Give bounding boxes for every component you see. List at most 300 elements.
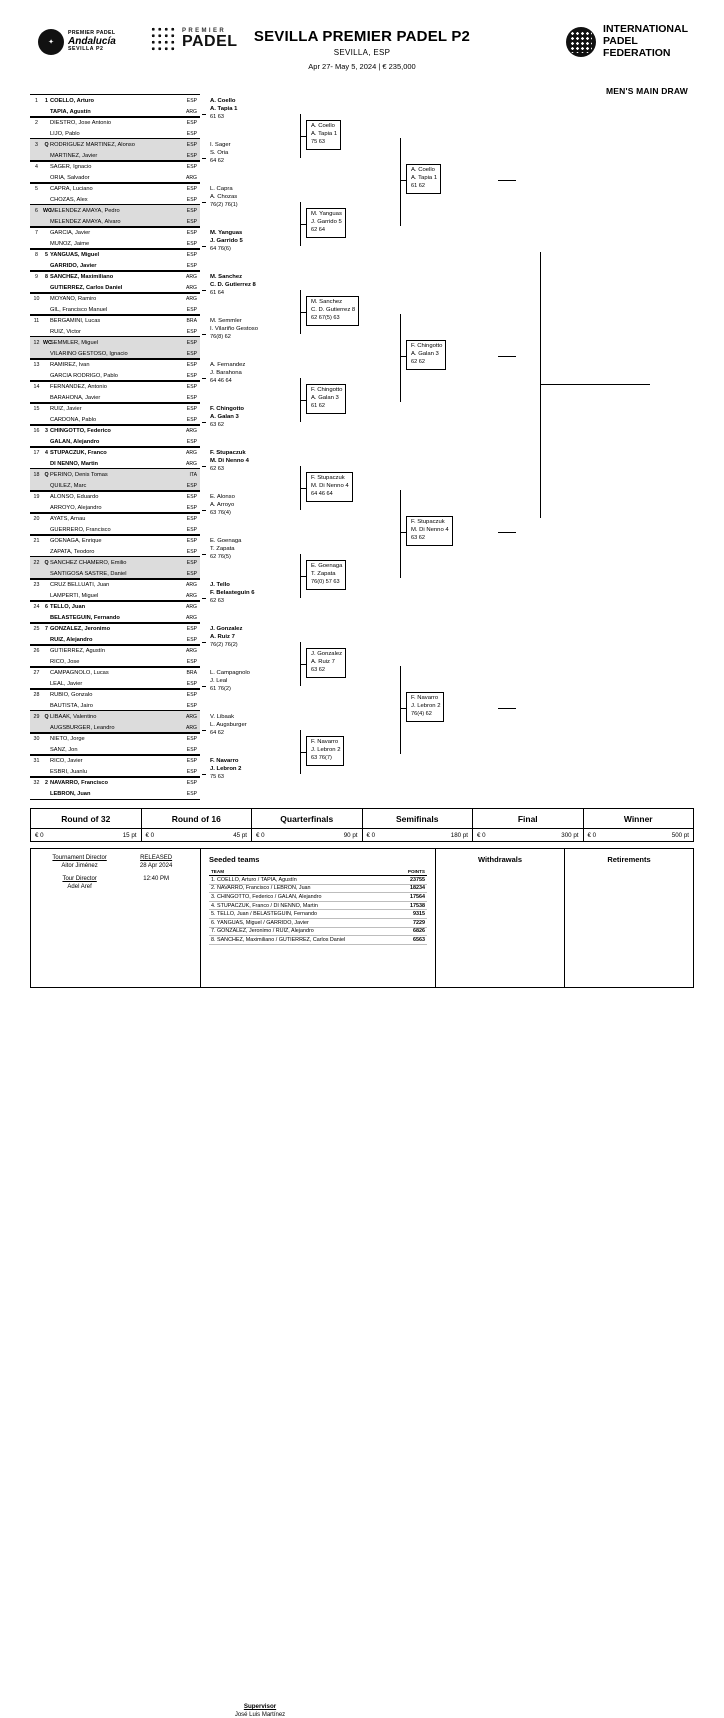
entry-seed: WC (43, 207, 52, 214)
match-player-1: A. Coello (411, 167, 435, 173)
round-prize: € 0 (587, 831, 597, 839)
entry-player-1: BERGAMINI, Lucas (50, 317, 101, 324)
draw-entry (30, 600, 200, 624)
entry-player-2: ESBRI, Juanlu (50, 768, 87, 775)
entry-player-1: DIESTRO, Jose Antonio (50, 119, 112, 126)
draw-entry (30, 578, 200, 602)
entry-country-1: ESP (186, 141, 197, 148)
entry-player-1: GUTIERREZ, Agustín (50, 647, 105, 654)
entry-player-2: BAUTISTA, Jairo (50, 702, 93, 709)
premier-padel-line1: PREMIER (182, 28, 227, 34)
draw-entry (30, 270, 200, 294)
draw-entry (30, 732, 200, 756)
match-score: 76(2) 76(2) (210, 642, 238, 649)
r16-match (206, 362, 245, 386)
entry-country-1: BRA (186, 669, 197, 676)
r16-match (206, 274, 256, 298)
entry-number: 9 (35, 273, 38, 280)
premier-padel-line2: PADEL (182, 33, 238, 50)
entry-player-2: TAPIA, Agustín (50, 108, 91, 115)
entry-player-2: CARDONA, Pablo (50, 416, 97, 423)
entry-country-2: ESP (186, 306, 197, 313)
match-player-2: J. Lebron 2 (210, 765, 242, 772)
match-player-2: I. Vilariño Gestoso (210, 325, 259, 332)
seeded-team: 5. TELLO, Juan / BELASTEGUIN, Fernando (209, 910, 398, 919)
bracket-connector (202, 290, 206, 291)
entry-number: 16 (33, 427, 40, 434)
entry-player-2: RICO, Jose (50, 658, 80, 665)
draw-entry (30, 402, 200, 426)
entry-player-1: NIETO, Jorge (50, 735, 85, 742)
draw-entry (30, 292, 200, 316)
entry-player-2: LEAL, Javier (50, 680, 83, 687)
withdrawals-block (436, 849, 565, 987)
bracket-connector (400, 532, 406, 533)
match-player-2: T. Zapata (210, 545, 235, 552)
match-score: 76(0) 57 63 (311, 579, 340, 586)
entry-country-1: ARG (185, 427, 197, 434)
table-row (209, 884, 427, 893)
andalucia-logo-line1: PREMIER PADEL (68, 29, 116, 36)
entry-country-1: ESP (186, 383, 197, 390)
seeded-teams-title: Seeded teams (209, 855, 260, 864)
r16-match (206, 98, 237, 122)
round-cell (584, 809, 694, 841)
r16-match (206, 538, 241, 562)
draw-label: MEN'S MAIN DRAW (606, 86, 688, 96)
entry-player-2: LIJO, Pablo (50, 130, 80, 137)
entry-country-1: ESP (186, 537, 197, 544)
entry-player-1: YANGUAS, Miguel (50, 251, 100, 258)
entry-country-1: ARG (185, 273, 197, 280)
entry-country-2: ESP (186, 746, 197, 753)
r16-match (206, 758, 241, 782)
page-title: SEVILLA PREMIER PADEL P2 (253, 28, 471, 45)
entry-country-1: ESP (186, 559, 197, 566)
match-score: 62 62 (411, 359, 425, 366)
bracket-connector (202, 510, 206, 511)
match-player-1: F. Chingotto (210, 406, 245, 412)
seeded-header-points: POINTS (398, 868, 427, 876)
match-player-2: A. Galan 3 (210, 413, 239, 420)
header (0, 0, 724, 78)
match-score: 61 64 (210, 290, 224, 297)
entry-player-2: SANZ, Jon (50, 746, 78, 753)
bracket-connector (400, 314, 401, 402)
entry-player-2: QUILEZ, Marc (50, 482, 87, 489)
match-player-1: I. Sager (210, 142, 231, 148)
round-name: Round of 16 (171, 813, 221, 824)
match-score: 62 76(5) (210, 554, 231, 561)
entry-country-1: ESP (186, 493, 197, 500)
supervisor-label: Supervisor (243, 1703, 277, 1710)
draw-entry (30, 182, 200, 206)
table-row (209, 936, 427, 945)
match-player-2: C. D. Gutierrez 8 (210, 281, 256, 288)
ipf-line2: PADEL (603, 34, 638, 47)
round-name: Round of 32 (61, 813, 111, 824)
footer (30, 848, 694, 1718)
match-score: 63 62 (311, 667, 325, 674)
tournament-director-label: Tournament Director (52, 855, 107, 861)
entry-player-1: GARCIA, Javier (50, 229, 91, 236)
match-player-2: J. Lebron 2 (411, 702, 441, 709)
entry-number: 4 (35, 163, 38, 170)
match-score: 75 63 (311, 139, 325, 146)
match-player-2: T. Zapata (311, 570, 336, 577)
entry-player-1: RUIZ, Javier (50, 405, 82, 412)
bracket-connector (202, 466, 206, 467)
entry-country-2: ESP (186, 416, 197, 423)
ipf-line3: FEDERATION (603, 46, 671, 59)
ipf-line1: INTERNATIONAL (603, 23, 688, 35)
round-prize: € 0 (145, 831, 155, 839)
entry-country-1: ESP (186, 757, 197, 764)
sf-match (406, 164, 441, 194)
entry-seed: 7 (45, 625, 48, 632)
entry-number: 29 (33, 713, 40, 720)
entry-seed: Q (44, 471, 49, 478)
seeded-team: 2. NAVARRO, Francisco / LEBRON, Juan (209, 884, 398, 893)
seeded-points: 17564 (398, 893, 427, 902)
entry-number: 18 (33, 471, 40, 478)
rounds-bar (30, 808, 694, 842)
qf-match (306, 384, 346, 414)
bracket-connector (400, 708, 406, 709)
andalucia-logo-line2: Andalucía (68, 35, 116, 47)
match-score: 63 62 (210, 422, 224, 429)
bracket-connector (202, 422, 206, 423)
match-player-1: F. Stupaczuk (411, 519, 445, 525)
bracket-connector (202, 114, 206, 115)
match-player-1: M. Yanguas (210, 230, 243, 236)
entry-country-1: ESP (186, 339, 197, 346)
entry-player-1: FERNANDEZ, Antonio (50, 383, 107, 390)
entry-country-1: ESP (186, 735, 197, 742)
match-player-1: F. Navarro (210, 758, 239, 764)
entry-country-2: ESP (186, 504, 197, 511)
round-prize: € 0 (256, 831, 265, 839)
entry-player-1: RAMIREZ, Ivan (50, 361, 90, 368)
round-name: Winner (623, 813, 653, 824)
round-prize: € 0 (477, 831, 486, 839)
entry-player-2: BELASTEGUIN, Fernando (50, 614, 120, 621)
entry-number: 26 (33, 647, 40, 654)
entry-number: 28 (33, 691, 40, 698)
match-player-1: M. Sanchez (311, 299, 343, 305)
round-points: 300 pt (561, 831, 579, 839)
seeded-teams-table (209, 868, 427, 945)
match-player-1: L. Campagnolo (210, 670, 250, 676)
match-score: 64 62 (210, 730, 224, 737)
draw-entry (30, 446, 200, 470)
entry-country-2: ESP (186, 262, 197, 269)
entry-country-2: ARG (185, 614, 197, 621)
match-player-1: F. Chingotto (311, 387, 343, 393)
bracket-connector (202, 642, 206, 643)
entry-number: 32 (33, 779, 40, 786)
match-player-2: J. Garrido 5 (210, 237, 243, 244)
round-cell (252, 809, 363, 841)
entry-country-2: ESP (186, 768, 197, 775)
table-row (209, 876, 427, 885)
premier-padel-logo (150, 26, 238, 52)
entry-country-2: ESP (186, 526, 197, 533)
round-cell (31, 809, 142, 841)
match-player-1: A. Coello (210, 98, 236, 104)
entry-country-2: ESP (186, 658, 197, 665)
bracket-connector (400, 138, 401, 226)
seeded-team: 6. YANGUAS, Miguel / GARRIDO, Javier (209, 918, 398, 927)
match-player-2: A. Galan 3 (311, 394, 339, 401)
entry-country-1: BRA (186, 317, 197, 324)
tour-director-label: Tour Director (62, 876, 97, 882)
retirements-title: Retirements (607, 855, 651, 864)
draw-entry (30, 666, 200, 690)
draw-entry (30, 534, 200, 558)
match-score: 76(8) 62 (210, 334, 231, 341)
released-label: RELEASED (140, 855, 173, 861)
entry-player-2: LEBRON, Juan (50, 790, 91, 797)
bracket-connector (300, 224, 306, 225)
entry-country-1: ESP (186, 625, 197, 632)
bracket-connector (300, 576, 306, 577)
entry-player-1: RODRIGUEZ MARTINEZ, Alonso (50, 141, 135, 148)
draw-entry (30, 644, 200, 668)
entry-number: 24 (33, 603, 40, 610)
entry-player-2: GARRIDO, Javier (50, 262, 97, 269)
match-player-2: J. Lebron 2 (311, 746, 341, 753)
entry-player-1: SAGER, Ignacio (50, 163, 92, 170)
entry-country-2: ESP (186, 702, 197, 709)
entry-country-2: ESP (186, 372, 197, 379)
entry-country-2: ARG (185, 284, 197, 291)
entry-player-2: ARROYO, Alejandro (50, 504, 102, 511)
match-score: 62 63 (210, 466, 224, 473)
match-score: 64 76(6) (210, 246, 231, 253)
match-player-1: F. Navarro (311, 739, 339, 745)
seeded-team: 8. SANCHEZ, Maximiliano / GUTIERREZ, Carlos Daniel (209, 936, 398, 945)
match-player-1: F. Stupaczuk (311, 475, 345, 481)
entry-number: 17 (33, 449, 40, 456)
entry-seed: 8 (45, 273, 48, 280)
withdrawals-title: Withdrawals (477, 855, 523, 864)
entry-country-2: ESP (186, 196, 197, 203)
tournament-location: SEVILLA, ESP (333, 48, 391, 57)
match-player-1: M. Semmler (210, 318, 242, 324)
bracket-connector (202, 246, 206, 247)
entry-country-1: ARG (185, 581, 197, 588)
entry-country-2: ARG (185, 174, 197, 181)
draw-entry (30, 424, 200, 448)
r16-match (206, 318, 258, 342)
match-player-1: E. Goenaga (311, 563, 343, 569)
entry-number: 3 (35, 141, 38, 148)
r16-match (206, 450, 249, 474)
qf-match (306, 208, 346, 238)
entry-seed: WC (43, 339, 52, 346)
match-score: 63 62 (411, 535, 425, 542)
entry-player-2: RUIZ, Alejandro (50, 636, 93, 643)
round-cell (473, 809, 584, 841)
match-player-1: M. Yanguas (311, 211, 342, 217)
seeded-points: 23755 (398, 876, 427, 885)
entry-player-1: COELLO, Arturo (50, 97, 95, 104)
entry-number: 19 (33, 493, 40, 500)
entry-player-1: RUBIO, Gonzalo (50, 691, 93, 698)
draw-entry (30, 204, 200, 228)
bracket-connector (300, 752, 306, 753)
entry-player-1: CAPRA, Luciano (50, 185, 93, 192)
entry-player-2: GALAN, Alejandro (50, 438, 100, 445)
entry-country-2: ARG (185, 108, 197, 115)
released-date-value: 28 Apr 2024 (139, 863, 173, 869)
match-score: 64 46 64 (210, 378, 232, 385)
bracket-connector (202, 598, 206, 599)
match-player-2: M. Di Nenno 4 (210, 457, 249, 464)
bracket-connector (202, 774, 206, 775)
entry-player-1: STUPACZUK, Franco (50, 449, 107, 456)
draw-entry (30, 556, 200, 580)
entry-player-2: SANTIGOSA SASTRE, Daniel (50, 570, 127, 577)
seeded-team: 7. GONZALEZ, Jeronimo / RUIZ, Alejandro (209, 927, 398, 936)
andalucia-logo-line3: SEVILLA P2 (68, 46, 104, 53)
entry-player-1: ALONSO, Eduardo (50, 493, 99, 500)
entry-country-2: ESP (186, 790, 197, 797)
entry-player-1: MOYANO, Ramiro (50, 295, 97, 302)
bracket-connector (202, 334, 206, 335)
entry-seed: 6 (45, 603, 48, 610)
entry-number: 23 (33, 581, 40, 588)
draw-entry (30, 226, 200, 250)
match-player-2: M. Di Nenno 4 (311, 482, 349, 489)
r16-match (206, 670, 250, 694)
entry-seed: 1 (45, 97, 48, 104)
entry-country-2: ESP (186, 240, 197, 247)
bracket-connector (202, 554, 206, 555)
entry-country-2: ARG (185, 592, 197, 599)
sf-match (406, 692, 444, 722)
bracket-connector (202, 202, 206, 203)
entry-seed: 4 (45, 449, 48, 456)
bracket-connector (400, 356, 406, 357)
match-player-1: V. Libaak (210, 714, 235, 720)
match-player-1: J. Gonzalez (210, 626, 243, 632)
r16-match (206, 626, 242, 650)
draw-entry (30, 138, 200, 162)
draw-entry (30, 468, 200, 492)
bracket (30, 94, 694, 797)
entry-country-2: ESP (186, 152, 197, 159)
entry-number: 27 (33, 669, 40, 676)
premier-padel-dots-icon (150, 26, 176, 52)
match-score: 61 62 (311, 403, 325, 410)
entry-player-2: GUTIERREZ, Carlos Daniel (50, 284, 123, 291)
entry-player-1: GOENAGA, Enrique (50, 537, 102, 544)
match-player-2: L. Augsburger (210, 721, 247, 728)
seeded-points: 6563 (398, 936, 427, 945)
match-score: 62 63 (210, 598, 224, 605)
bracket-connector (400, 666, 401, 754)
entry-number: 7 (35, 229, 38, 236)
entry-country-2: ESP (186, 636, 197, 643)
draw-entry (30, 314, 200, 338)
match-player-2: A. Tapia 1 (411, 174, 438, 181)
r16-match (206, 142, 231, 166)
match-player-2: A. Arroyo (210, 501, 235, 508)
round-points: 45 pt (233, 831, 247, 839)
match-player-1: F. Navarro (411, 695, 439, 701)
qf-match (306, 120, 341, 150)
match-player-2: A. Ruiz 7 (311, 658, 335, 665)
match-player-2: A. Galan 3 (411, 350, 439, 357)
qf-match (306, 296, 359, 326)
entry-player-1: CAMPAGNOLO, Lucas (50, 669, 109, 676)
match-score: 76(4) 62 (411, 711, 432, 718)
match-player-1: F. Chingotto (411, 343, 443, 349)
match-player-2: A. Chozas (210, 193, 238, 200)
entry-player-2: ORIA, Salvador (50, 174, 90, 181)
entry-seed: Q (44, 559, 49, 566)
andalucia-swirl-icon: ✦ (38, 29, 64, 55)
bracket-connector (300, 664, 306, 665)
qf-match (306, 560, 346, 590)
round-cell (363, 809, 474, 841)
seeded-points: 9315 (398, 910, 427, 919)
entry-country-1: ESP (186, 251, 197, 258)
entry-player-1: RICO, Javier (50, 757, 83, 764)
entry-seed: 5 (45, 251, 48, 258)
entry-number: 5 (35, 185, 38, 192)
match-player-2: J. Leal (210, 677, 228, 684)
seeded-team: 3. CHINGOTTO, Federico / GALAN, Alejandro (209, 893, 398, 902)
entry-country-2: ARG (185, 724, 197, 731)
entry-player-2: RUIZ, Victor (50, 328, 81, 335)
match-score: 76(2) 76(1) (210, 202, 238, 209)
draw-entry (30, 622, 200, 646)
entry-number: 8 (35, 251, 38, 258)
andalucia-logo (38, 24, 158, 60)
entry-player-2: ZAPATA, Teodoro (50, 548, 95, 555)
entry-player-2: BARAHONA, Javier (50, 394, 101, 401)
match-score: 61 62 (411, 183, 425, 190)
table-row (209, 901, 427, 910)
table-row (209, 910, 427, 919)
entry-country-1: ARG (185, 603, 197, 610)
entry-number: 15 (33, 405, 40, 412)
entry-country-1: ARG (185, 449, 197, 456)
entry-player-2: GUERRERO, Francisco (50, 526, 111, 533)
tournament-director-value: Aitor Jiménez (61, 863, 98, 869)
entry-country-2: ESP (186, 218, 197, 225)
bracket-connector (202, 158, 206, 159)
draw-entry (30, 490, 200, 514)
bracket-connector (540, 252, 541, 518)
match-player-1: E. Alonso (210, 494, 235, 500)
draw-entry (30, 336, 200, 360)
entry-player-1: LIBAAK, Valentino (50, 713, 97, 720)
entry-number: 10 (33, 295, 40, 302)
qf-match (306, 648, 346, 678)
match-score: 64 46 64 (311, 491, 333, 498)
entry-number: 12 (33, 339, 40, 346)
round-cell (142, 809, 253, 841)
bracket-connector (300, 136, 306, 137)
entry-country-1: ESP (186, 163, 197, 170)
retirements-block (565, 849, 693, 987)
entry-player-1: SANCHEZ, Maximiliano (50, 273, 114, 280)
draw-entry (30, 754, 200, 778)
